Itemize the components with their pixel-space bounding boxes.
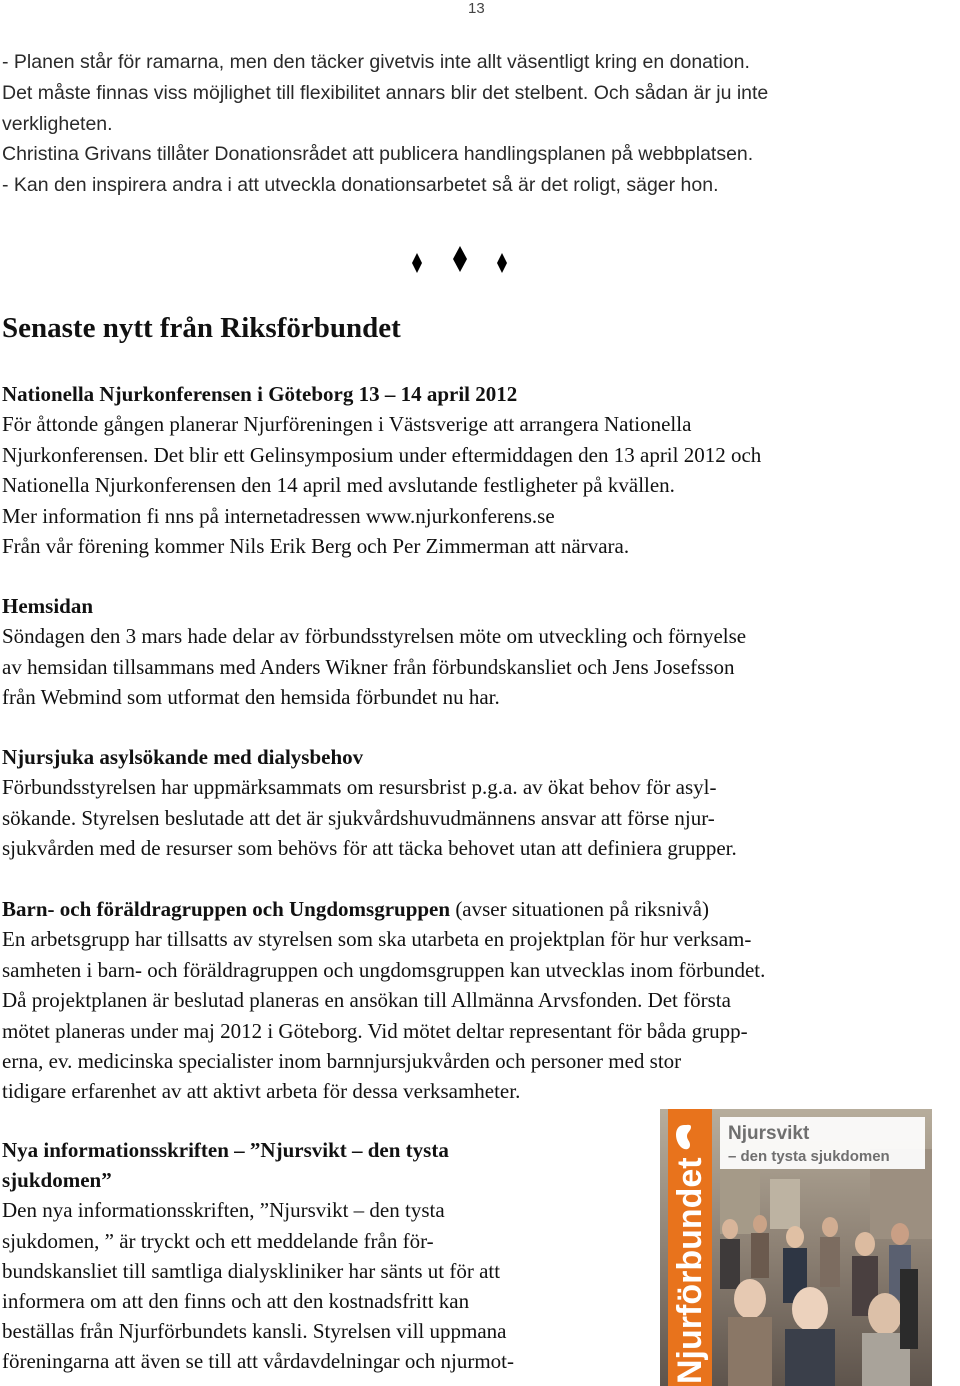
- article-line: sjukdomen, ” är tryckt och ett meddelande från för-: [2, 1228, 434, 1253]
- article-line: erna, ev. medicinska specialister inom barnnjursjukvården och personer med stor: [2, 1049, 682, 1074]
- diamond-icon: [453, 246, 467, 272]
- article-line: Förbundsstyrelsen har uppmärksammats om resursbrist p.g.a. av ökat behov för asyl-: [2, 775, 717, 800]
- article-line: samheten i barn- och föräldragruppen och ungdomsgruppen kan utvecklas inom förbundet.: [2, 957, 766, 982]
- article-heading-suffix: (avser situationen på riksnivå): [450, 897, 709, 921]
- article-line: Den nya informationsskriften, ”Njursvikt – den tysta: [2, 1198, 445, 1223]
- intro-line: Det måste finnas viss möjlighet till flexibilitet annars blir det stelbent. Och sådan är ju inte: [2, 81, 769, 104]
- diamond-ornaments: [405, 244, 515, 284]
- diamond-icon: [497, 253, 507, 273]
- section-title: Senaste nytt från Riksförbundet: [2, 312, 401, 344]
- brochure-cover-image: [660, 1109, 932, 1386]
- article-line: av hemsidan tillsammans med Anders Wikner från förbundskansliet och Jens Josefsson: [2, 654, 735, 679]
- article-line: En arbetsgrupp har tillsatts av styrelsen som ska utarbeta en projektplan för hur verksam-: [2, 927, 752, 952]
- article-heading: sjukdomen”: [2, 1168, 112, 1193]
- article-heading: Nationella Njurkonferensen i Göteborg 13 – 14 april 2012: [2, 382, 518, 406]
- article-heading: Nya informationsskriften – ”Njursvikt – den tysta: [2, 1138, 449, 1162]
- intro-line: - Kan den inspirera andra i att utveckla donationsarbetet så är det roligt, säger hon.: [2, 174, 719, 197]
- article-heading: Njursjuka asylsökande med dialysbehov: [2, 745, 364, 769]
- article-line: informera om att den finns och att den kostnadsfritt kan: [2, 1289, 470, 1314]
- article-line: mötet planeras under maj 2012 i Göteborg. Vid mötet deltar representant för båda grupp-: [2, 1018, 748, 1043]
- article-line: sjukvården med de resurser som behövs för att täcka behovet utan att definiera grupper.: [2, 836, 737, 861]
- intro-paragraph: [2, 47, 768, 201]
- brochure-subtitle: – den tysta sjukdomen: [728, 1148, 890, 1165]
- article-line: tidigare erfarenhet av att aktivt arbeta för dessa verksamheter.: [2, 1079, 521, 1104]
- intro-line: - Planen står för ramarna, men den täcker givetvis inte allt väsentligt kring en donation.: [2, 51, 750, 73]
- diamond-icon: [412, 253, 422, 273]
- article-line: Nationella Njurkonferensen den 14 april med avslutande festligheter på kvällen.: [2, 473, 675, 498]
- page-number: 13: [468, 0, 485, 17]
- brochure-title: Njursvikt: [728, 1123, 810, 1144]
- article-line: För åttonde gången planerar Njurföreningen i Västsverige att arrangera Nationella: [2, 412, 692, 437]
- brochure-cover-art: [660, 1109, 932, 1386]
- article-line: bundskansliet till samtliga dialyskliniker har sänts ut för att: [2, 1258, 501, 1283]
- article-line: Mer information fi nns på internetadressen www.njurkonferens.se: [2, 503, 555, 528]
- article-line: beställas från Njurförbundets kansli. Styrelsen vill uppmana: [2, 1319, 507, 1344]
- article-nya: [2, 1135, 514, 1377]
- article-heading-row: [2, 894, 765, 924]
- brochure-vertical-brand: Njurförbundet: [671, 1157, 709, 1384]
- article-line: Då projektplanen är beslutad planeras en ansökan till Allmänna Arvsfonden. Det första: [2, 988, 731, 1013]
- article-asyl: [2, 742, 737, 864]
- article-heading: Barn- och föräldragruppen och Ungdomsgruppen: [2, 897, 451, 921]
- intro-line: Christina Grivans tillåter Donationsrådet att publicera handlingsplanen på webbplatsen.: [2, 143, 754, 166]
- article-njurkonferens: [2, 379, 761, 561]
- article-hemsidan: [2, 591, 746, 713]
- article-line: Från vår förening kommer Nils Erik Berg och Per Zimmerman att närvara.: [2, 534, 630, 559]
- article-line: från Webmind som utformat den hemsida förbundet nu har.: [2, 685, 500, 710]
- article-line: Söndagen den 3 mars hade delar av förbundsstyrelsen möte om utveckling och förnyelse: [2, 624, 747, 649]
- article-heading: Hemsidan: [2, 594, 94, 618]
- article-line: sökande. Styrelsen beslutade att det är sjukvårdshuvudmännens ansvar att förse njur-: [2, 805, 715, 830]
- article-barn: [2, 894, 765, 1107]
- article-line: föreningarna att även se till att vårdavdelningar och njurmot-: [2, 1349, 514, 1374]
- intro-line: verkligheten.: [2, 112, 113, 135]
- article-line: Njurkonferensen. Det blir ett Gelinsymposium under eftermiddagen den 13 april 2012 och: [2, 442, 762, 467]
